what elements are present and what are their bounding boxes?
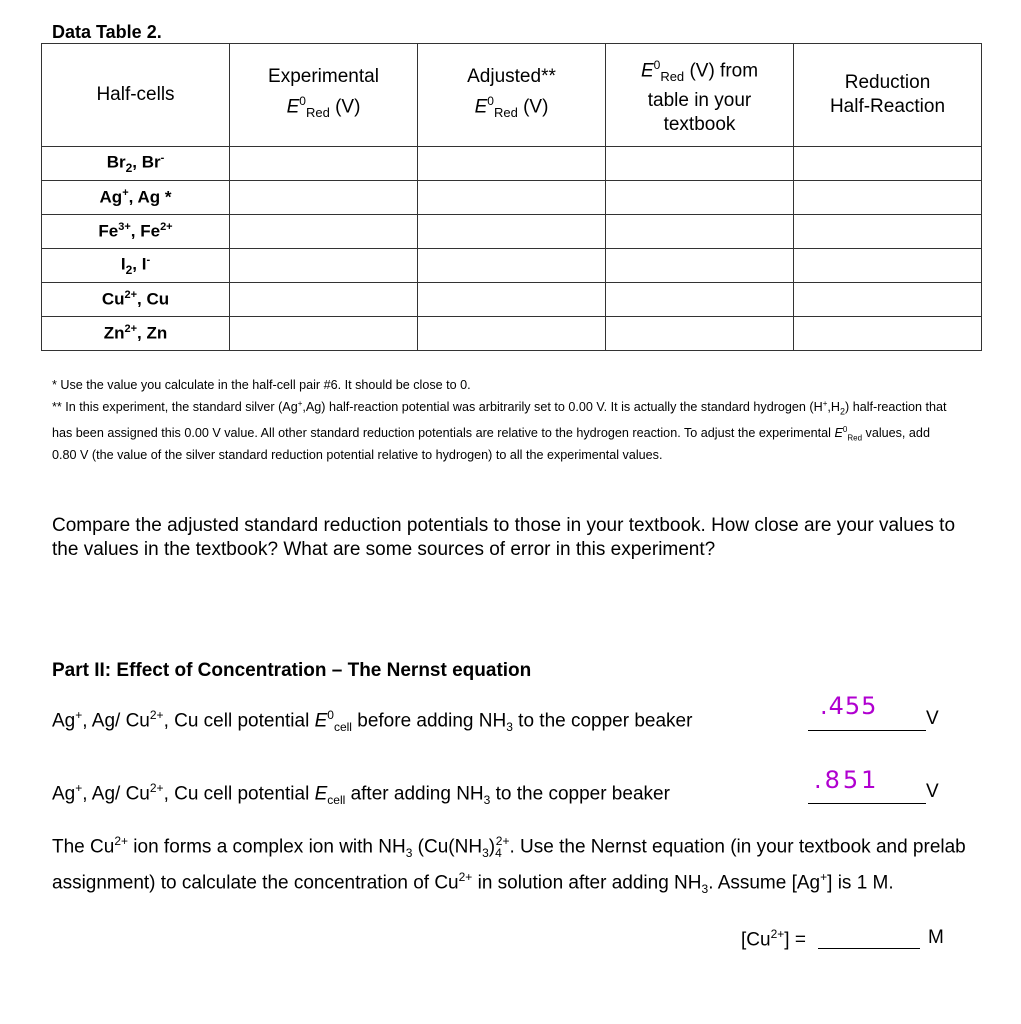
para-sub: 3 <box>405 846 413 861</box>
line-sub: cell <box>333 720 352 735</box>
textbook-cell[interactable] <box>606 283 794 317</box>
half-cell-label <box>42 249 230 283</box>
para-sub: 3 <box>482 846 489 861</box>
line-sup: + <box>75 708 83 722</box>
table-row <box>42 249 982 283</box>
table-row <box>42 181 982 215</box>
ion-a: Zn <box>103 323 125 343</box>
nernst-instructions <box>52 829 972 901</box>
header-textbook <box>606 44 794 147</box>
line-sub: cell <box>327 793 346 808</box>
footnote-sup: 0 <box>842 424 848 434</box>
line-sup: 0 <box>327 708 334 722</box>
header-symbol <box>230 89 417 125</box>
para-text: . Use the Nernst equation (in your textbook and prelab assignment) to calculate the concentration of Cu <box>52 836 966 894</box>
symbol-sup: 0 <box>299 93 306 108</box>
half-cell-label <box>42 283 230 317</box>
cell-potential-before-line <box>52 708 692 734</box>
experimental-cell[interactable] <box>230 283 418 317</box>
symbol-unit: (V) <box>329 96 361 118</box>
ion-sup: - <box>160 151 165 164</box>
adjusted-cell[interactable] <box>418 249 606 283</box>
cu-concentration-label <box>741 927 806 951</box>
ion-sup: 2+ <box>124 323 138 336</box>
header-symbol <box>606 53 793 89</box>
ion-sup: 2+ <box>160 221 173 234</box>
ion-sep: , <box>137 289 147 309</box>
symbol-e: E <box>640 60 654 82</box>
ion-sep: , <box>130 221 141 241</box>
adjusted-cell[interactable] <box>418 215 606 249</box>
header-label: table in your <box>647 90 752 112</box>
para-text: ) <box>488 836 496 858</box>
table-header-row <box>42 44 982 147</box>
cell-potential-after-line <box>52 781 670 807</box>
para-text: (Cu(NH <box>412 836 483 858</box>
answer-blank-after[interactable] <box>808 766 926 804</box>
footnote-symbol: E <box>834 425 843 440</box>
unit-v-after: V <box>926 781 939 802</box>
line-sup: 2+ <box>149 781 164 795</box>
cu-text: [Cu <box>741 929 771 951</box>
symbol-unit: (V) from <box>684 60 759 82</box>
para-sup: 2+ <box>114 834 128 848</box>
header-adjusted <box>418 44 606 147</box>
symbol-sub: Red <box>660 69 685 85</box>
textbook-cell[interactable] <box>606 181 794 215</box>
line-text: to the copper beaker <box>512 710 693 732</box>
para-sup: 2+ <box>495 834 510 848</box>
symbol-sub: Red <box>493 105 518 121</box>
footnote-sub: Red <box>847 433 863 443</box>
handwritten-answer-after: .851 <box>814 766 880 794</box>
header-label: Half-cells <box>96 84 175 105</box>
experimental-cell[interactable] <box>230 317 418 351</box>
line-symbol: E <box>314 710 328 732</box>
symbol-e: E <box>286 96 300 118</box>
ion-b: Zn <box>146 323 168 343</box>
adjusted-cell[interactable] <box>418 147 606 181</box>
reaction-cell[interactable] <box>794 181 982 215</box>
ion-sub: 2 <box>125 161 133 176</box>
para-sup: 2+ <box>458 870 473 885</box>
ion-a: Br <box>106 152 126 172</box>
line-text: , Cu cell potential <box>163 710 315 732</box>
adjusted-cell[interactable] <box>418 181 606 215</box>
cu-sup: 2+ <box>770 927 785 941</box>
cu-concentration-blank[interactable] <box>818 928 920 949</box>
header-label: Adjusted** <box>467 65 556 87</box>
adjusted-cell[interactable] <box>418 283 606 317</box>
half-cell-label <box>42 317 230 351</box>
footnote-1: * Use the value you calculate in the half-cell pair #6. It should be close to 0. <box>52 378 471 392</box>
compare-question: Compare the adjusted standard reduction potentials to those in your textbook. How close are your values to the values in the textbook? What are some sources of error in this experiment? <box>52 515 956 560</box>
line-sup: 2+ <box>149 708 164 722</box>
line-text: Ag <box>52 710 76 732</box>
ion-a: Fe <box>98 221 119 241</box>
reaction-cell[interactable] <box>794 317 982 351</box>
symbol-e: E <box>474 96 488 118</box>
ion-sup: 3+ <box>118 221 131 234</box>
para-sub: 3 <box>701 882 709 897</box>
reaction-cell[interactable] <box>794 249 982 283</box>
answer-blank-before[interactable] <box>808 692 926 731</box>
para-text: ion forms a complex ion with NH <box>128 836 406 858</box>
textbook-cell[interactable] <box>606 215 794 249</box>
header-symbol <box>418 89 605 125</box>
header-label: Reduction <box>844 72 931 93</box>
ion-sup: - <box>146 253 151 266</box>
textbook-cell[interactable] <box>606 147 794 181</box>
symbol-sup: 0 <box>487 93 494 108</box>
unit-m: M <box>928 927 944 948</box>
reaction-cell[interactable] <box>794 147 982 181</box>
handwritten-answer-before: .455 <box>820 692 878 720</box>
textbook-cell[interactable] <box>606 249 794 283</box>
experimental-cell[interactable] <box>230 181 418 215</box>
table-row <box>42 317 982 351</box>
experimental-cell[interactable] <box>230 215 418 249</box>
reaction-cell[interactable] <box>794 283 982 317</box>
ion-sep: , <box>132 254 142 274</box>
footnote-sup: + <box>297 398 303 408</box>
line-text: , Ag/ Cu <box>82 710 150 732</box>
line-text: before adding NH <box>351 710 507 732</box>
line-sub: 3 <box>506 720 513 735</box>
symbol-sub: Red <box>305 105 330 121</box>
header-experimental <box>230 44 418 147</box>
para-sub: 4 <box>495 846 502 861</box>
ion-b: I <box>141 254 147 274</box>
para-text: ] is 1 M. <box>827 872 894 894</box>
line-text: after adding NH <box>345 783 484 805</box>
data-table-2 <box>41 43 982 351</box>
part2-heading: Part II: Effect of Concentration – The Nernst equation <box>52 660 532 681</box>
line-text: , Cu cell potential <box>163 783 315 805</box>
header-label: Experimental <box>268 65 379 87</box>
experimental-cell[interactable] <box>230 249 418 283</box>
half-cell-label <box>42 215 230 249</box>
ion-sup: 2+ <box>124 289 138 302</box>
ion-a: Cu <box>101 289 125 309</box>
ion-a: I <box>120 254 126 274</box>
line-text: , Ag/ Cu <box>82 783 150 805</box>
ion-sep: , <box>132 152 142 172</box>
header-reaction <box>794 44 982 147</box>
footnote-sup: + <box>822 398 828 408</box>
ion-sep: , <box>137 323 147 343</box>
footnote-text: values, add 0.80 V (the value of the silver standard reduction potential relative to hydrogen) to all the experimental values. <box>52 425 930 462</box>
textbook-cell[interactable] <box>606 317 794 351</box>
footnote-text: ,H <box>827 399 840 414</box>
para-text: The Cu <box>52 836 115 858</box>
para-sup: + <box>820 870 828 885</box>
header-half-cells <box>42 44 230 147</box>
footnote-sub: 2 <box>840 406 846 417</box>
line-text: to the copper beaker <box>490 783 670 805</box>
header-label: textbook <box>663 114 736 136</box>
line-sup: + <box>75 781 83 795</box>
line-text: Ag <box>52 783 76 805</box>
table-row <box>42 215 982 249</box>
ion-sep: , <box>128 187 138 207</box>
ion-b: Fe <box>140 221 161 241</box>
symbol-unit: (V) <box>517 96 549 118</box>
table-row <box>42 147 982 181</box>
ion-sup: + <box>122 187 129 200</box>
experimental-cell[interactable] <box>230 147 418 181</box>
ion-b: Br <box>141 152 161 172</box>
header-label: Half-Reaction <box>829 96 946 117</box>
ion-a: Ag <box>99 187 123 207</box>
half-cell-label <box>42 181 230 215</box>
data-table-title: Data Table 2. <box>52 22 162 42</box>
para-text: in solution after adding NH <box>472 872 702 894</box>
adjusted-cell[interactable] <box>418 317 606 351</box>
line-sub: 3 <box>483 793 491 808</box>
reaction-cell[interactable] <box>794 215 982 249</box>
half-cell-label <box>42 147 230 181</box>
line-symbol: E <box>314 783 328 805</box>
para-text: . Assume [Ag <box>708 872 821 894</box>
footnotes <box>52 377 952 464</box>
table-row <box>42 283 982 317</box>
symbol-sup: 0 <box>653 57 661 72</box>
unit-v-before: V <box>926 708 939 729</box>
ion-b: Cu <box>146 289 170 309</box>
footnote-text: ,Ag) half-reaction potential was arbitrarily set to 0.00 V. It is actually the standard hydrogen (H <box>302 399 823 414</box>
cu-text: ] = <box>784 929 806 951</box>
footnote-2 <box>52 395 952 465</box>
footnote-text: ** In this experiment, the standard silver (Ag <box>52 399 298 414</box>
ion-sub: 2 <box>125 263 133 278</box>
ion-b: Ag * <box>137 187 172 207</box>
footnote-text: ) half-reaction that has been assigned this 0.00 V value. All other standard reduction potentials are relative to the hydrogen reaction. To adjust the experimental <box>52 399 947 440</box>
